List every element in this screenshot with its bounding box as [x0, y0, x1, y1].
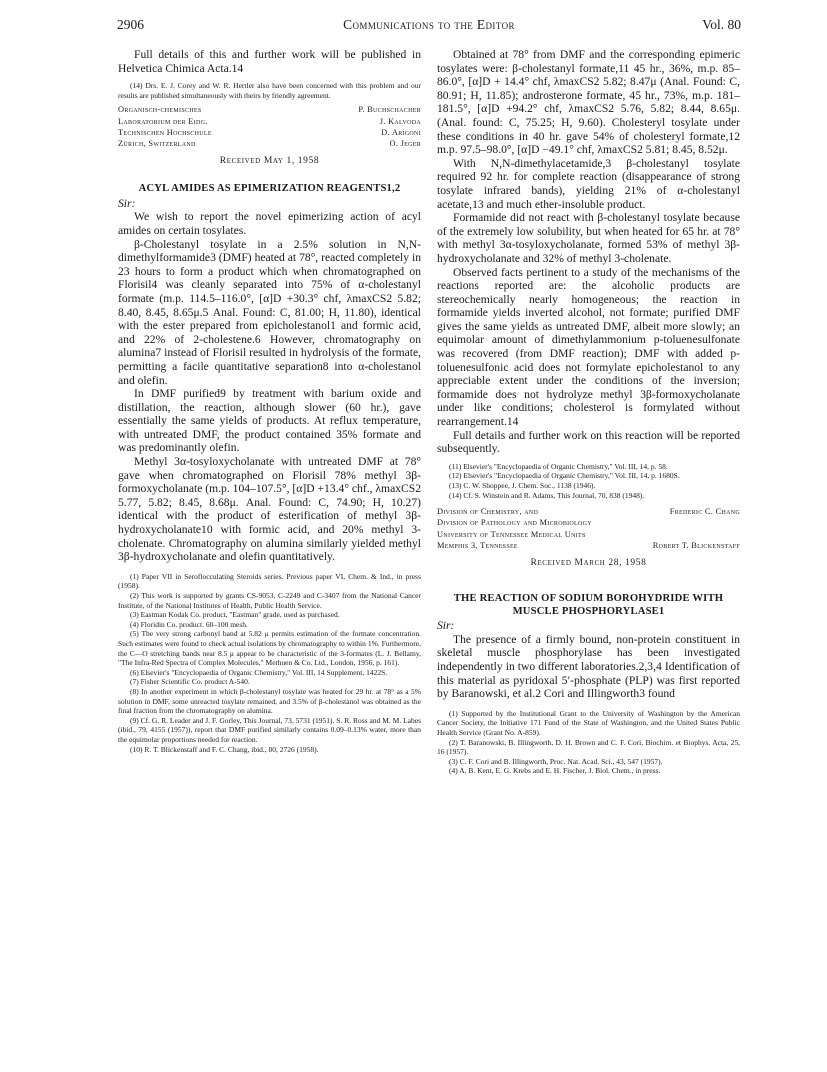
author-name: Frederic C. Chang: [669, 507, 740, 517]
signature-row: [118, 127, 421, 138]
affiliation-line: Division of Chemistry, and: [437, 507, 539, 517]
footnotes: [437, 709, 740, 776]
footnote: (2) T. Baranowski, B. Illingworth, D. H. Brown and C. F. Cori, Biochim. et Biophys. Acta, 25, 16 (1957).: [437, 737, 740, 757]
body-paragraph: β-Cholestanyl tosylate in a 2.5% solution in N,N-dimethylformamide3 (DMF) heated at 78°, reacted completely in 23 hours to form a product which when chromatographed on Florisil4 was cleanly separated into 75% of α-cholestanyl formate (m.p. 114.5–116.0°, [α]D +30.3° chf, λmaxCS2 5.82; 8.40, 8.45, 8.65μ.5 Anal. Found: C, 81.00; H, 11.80), identical with the ester prepared from epicholestanol1 and formic acid, and 22% of 2-cholestene.6 However, chromatography on alumina7 instead of Florisil resulted in hydrolysis of the formate, permitting a facile quantitative separation8 into α-cholestanol and olefin.: [118, 237, 421, 387]
article-title: THE REACTION OF SODIUM BOROHYDRIDE WITH MUSCLE PHOSPHORYLASE1: [453, 593, 724, 617]
body-paragraph: The presence of a firmly bound, non-protein constituent in skeletal muscle phosphorylase has been investigated independently in two different laboratories.2,3,4 Identification of this material as pyridoxal 5′-phosphate (PLP) was first reported by Baranowski, et al.2 Cori and Illingworth3 found: [437, 632, 740, 701]
affiliation-line: Laboratorium der Eidg.: [118, 116, 208, 126]
signature-row: [118, 116, 421, 127]
footnote: (11) Elsevier's "Encyclopaedia of Organic Chemistry," Vol. III, 14, p. 58.: [449, 461, 668, 471]
body-paragraph: Methyl 3α-tosyloxycholanate with untreated DMF at 78° gave when chromatographed on Florisil 78% methyl 3β-formoxycholanate (m.p. 104–107.5°, [α]D +13.4° chf., λmaxCS2 5.77, 5.82; 8.45, 8.68μ. Anal. Found: C, 74.90; H, 10.27) identical with the product of esterification of methyl 3β-hydroxycholanate10 with formic acid, and 20% methyl 3-cholenate. Chromatography on alumina similarly yielded methyl 3β-hydroxycholanate and olefin quantitatively.: [118, 455, 421, 564]
left-column: [118, 48, 421, 754]
footnotes: [437, 462, 740, 500]
author-name: O. Jeger: [389, 138, 421, 148]
salutation: Sir:: [118, 196, 136, 210]
intro-footnote: (14) Drs. E. J. Corey and W. R. Hertler also have been concerned with this problem and our results are published simultaneously with theirs by friendly agreement.: [118, 81, 421, 100]
journal-section: Communications to the Editor: [343, 17, 515, 32]
affiliation-line: Technischen Hochschule: [118, 127, 212, 137]
footnotes: [118, 572, 421, 754]
page-header: [117, 16, 741, 34]
footnote: (4) Floridin Co. product. 60–100 mesh.: [130, 619, 248, 629]
affiliation-line: Organisch-chemisches: [118, 105, 202, 115]
body-paragraph: Obtained at 78° from DMF and the corresponding epimeric tosylates were: β-cholestanyl formate,11 45 hr., 36%, m.p. 85–86.0°, [α]D + 14.4° chf, λmaxCS2 5.82; 8.47μ (Anal. Found: C, 80.91; H, 11.85); androsterone formate, 45 hr., 73%, m.p. 181–181.5°, [α]D +94.2° chf, λmaxCS2 5.76, 5.82; 8.44, 8.65μ. (Anal. found: C, 75.25; H, 9.60). Cholesteryl tosylate under these conditions in 40 hr. gave 54% of cholesteryl formate,12 m.p. 97.5–98.0°, [α]D −49.1° chf, λmaxCS2 5.81; 8.45, 8.52μ.: [437, 48, 740, 157]
received-date: Received March 28, 1958: [530, 558, 647, 568]
affiliation-line: Zürich, Switzerland: [118, 138, 196, 148]
salutation: Sir:: [437, 619, 455, 633]
signature-row: [437, 517, 740, 528]
footnote: (3) C. F. Cori and B. Illingworth, Proc. Nat. Acad. Sci., 43, 547 (1957).: [449, 756, 663, 766]
volume-label: Vol. 80: [702, 17, 741, 32]
intro-paragraph: Full details of this and further work will be published in Helvetica Chimica Acta.14: [118, 48, 421, 75]
footnote: (3) Eastman Kodak Co. product, "Eastman" grade, used as purchased.: [130, 610, 340, 620]
footnote: (2) This work is supported by grants CS-9053, C-2249 and C-3407 from the National Cancer Institute, of the National Institutes of Health, Public Health Service.: [118, 591, 421, 610]
author-name: P. Buchschacher: [358, 105, 421, 115]
signature-row: [437, 506, 740, 517]
signature-block-1: [118, 104, 421, 149]
footnote: (1) Paper VII in Seroflocculating Steroids series. Previous paper VI, Chem. & Ind., in press (1958).: [118, 571, 421, 591]
body-paragraph: With N,N-dimethylacetamide,3 β-cholestanyl tosylate required 92 hr. for complete reaction (disappearance of strong tosylate infrared bands), yielding 21% of α-cholestanyl acetate,13 and much ether-insoluble product.: [437, 156, 740, 211]
footnote: (8) In another experiment in which β-cholestanyl tosylate was heated for 29 hr. at 78° as a 5% solution in DMF, some unreacted tosylate remained, and 3.5% of β-cholestanol was obtained as the final fraction from the chromatography on alumina.: [118, 686, 421, 716]
received-date: Received May 1, 1958: [219, 156, 320, 167]
author-name: D. Arigoni: [381, 127, 421, 137]
affiliation-line: Memphis 3, Tennessee: [437, 540, 518, 550]
page-number: 2906: [117, 17, 144, 32]
article-title: ACYL AMIDES AS EPIMERIZATION REAGENTS1,2: [138, 183, 401, 195]
signature-row: [437, 529, 740, 540]
footnote: (13) C. W. Shoppee, J. Chem. Soc., 1138 (1946).: [449, 481, 596, 490]
footnote: (1) Supported by the Institutional Grant to the University of Washington by the American Cancer Society, the Initiative 171 Fund of the State of Washington, and the United States Public Health Service (Grant No. A-859).: [437, 708, 740, 737]
footnote: (4) A. B. Kent, E. G. Krebs and E. H. Fischer, J. Biol. Chem., in press.: [449, 766, 661, 776]
body-paragraph: Formamide did not react with β-cholestanyl tosylate because of the extremely low solubility, but when heated for 65 hr. at 78° with methyl 3α-tosyloxycholanate, formed 53% of methyl 3β-hydroxycholanate and 32% of methyl 3-cholenate.: [437, 211, 740, 265]
footnote: (14) Cf. S. Winstein and R. Adams, This Journal, 70, 838 (1948).: [449, 490, 645, 500]
author-name: J. Kalvoda: [379, 116, 421, 126]
right-column: [437, 48, 740, 776]
affiliation-line: Division of Pathology and Microbiology: [437, 518, 592, 528]
signature-row: [118, 104, 421, 115]
signature-row: [118, 138, 421, 149]
footnote: (7) Fisher Scientific Co. product A-540.: [130, 677, 250, 687]
signature-block-2: [437, 506, 740, 551]
author-name: Robert T. Blickenstaff: [652, 540, 740, 550]
body-paragraph: In DMF purified9 by treatment with barium oxide and distillation, the reaction, although slower (60 hr.), gave essentially the same yields of products. At reflux temperature, with untreated DMF, the product contained 35% formate and was predominantly olefin.: [118, 387, 421, 455]
signature-row: [437, 540, 740, 551]
footnote: (9) Cf. G. R. Leader and J. F. Gorley, This Journal, 73, 5731 (1951). S. R. Ross and M. M. Labes (ibid., 79, 4155 (1957)), report that DMF purified similarly contains 0.09–0.13% water, more than the equimolar proportions needed for reaction.: [118, 715, 421, 744]
footnote: (6) Elsevier's "Encyclopaedia of Organic Chemistry," Vol. III, 14 Supplement, 1422S.: [130, 667, 388, 677]
body-paragraph: We wish to report the novel epimerizing action of acyl amides on certain tosylates.: [118, 210, 421, 237]
footnote: (10) R. T. Blickenstaff and F. C. Chang, ibid., 80, 2726 (1958).: [130, 744, 319, 754]
footnote: (5) The very strong carbonyl band at 5.82 μ permits estimation of the formate concentration. Such estimates were found to check actual isolations by chromatography to within 1%. Furthermore, the C—O stretching bands near 8.5 μ appear to be characteristic of the 3-formates (L. J. Bellamy, "The Infra-Red Spectra of Complex Molecules," Methuen & Co. Ltd., London, 1956, p. 161).: [118, 629, 421, 668]
body-paragraph: Full details and further work on this reaction will be reported subsequently.: [437, 428, 740, 456]
body-paragraph: Observed facts pertinent to a study of the mechanisms of the reactions reported are: the alcoholic products are stereochemically nearly homogeneous; the reaction in formamide yields inverted alcohol, not formate; purified DMF gives the same yields as untreated DMF, albeit more slowly; an equimolar amount of dimethylammonium p-toluenesulfonate was recovered (from DMF reaction); DMF with added p-toluenesulfonic acid does not formylate epicholestanol to any appreciable extent under the conditions of the inversion; formamide does not hydrolyze methyl 3β-formoxycholanate under like conditions; cholesterol is formylated without rearrangement.14: [437, 265, 740, 429]
affiliation-line: University of Tennessee Medical Units: [437, 529, 586, 539]
footnote: (12) Elsevier's "Encyclopaedia of Organic Chemistry," Vol. III, 14, p. 1680S.: [449, 471, 680, 481]
